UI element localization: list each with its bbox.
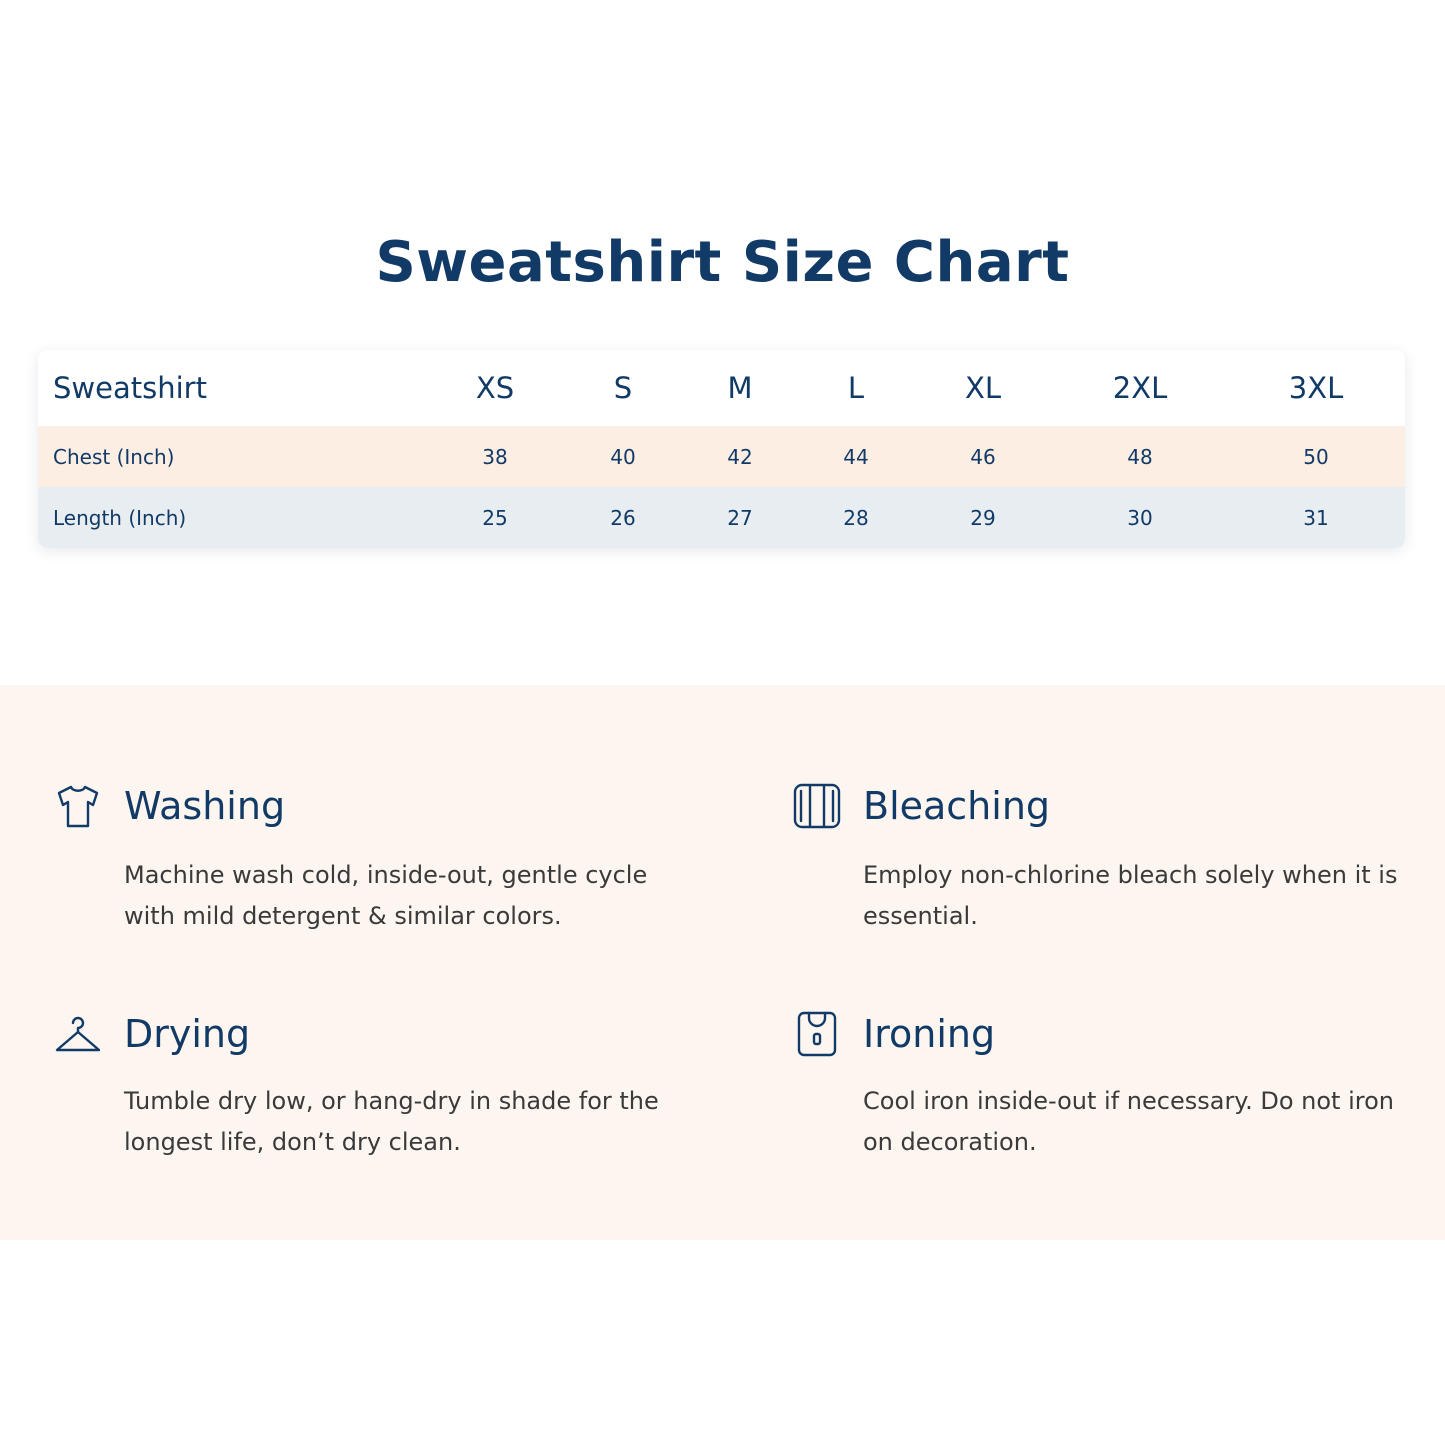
size-header-2xl: 2XL <box>1112 371 1168 405</box>
size-header-3xl: 3XL <box>1288 371 1344 405</box>
row-label-chest: Chest (Inch) <box>53 444 175 469</box>
table-row <box>38 487 1405 548</box>
table-cell: 30 <box>1127 505 1153 530</box>
size-header-m: M <box>727 371 753 405</box>
table-cell: 29 <box>970 505 996 530</box>
care-text-ironing: Cool iron inside-out if necessary. Do not iron on decoration. <box>863 1087 1394 1156</box>
table-row <box>38 426 1405 487</box>
hanger-icon <box>54 1010 102 1058</box>
size-header-xs: XS <box>475 371 515 405</box>
table-cell: 48 <box>1127 444 1153 469</box>
size-header-s: S <box>613 371 633 405</box>
iron-icon <box>793 1010 841 1058</box>
bleach-icon <box>793 782 841 830</box>
size-header-xl: XL <box>964 371 1002 405</box>
table-cell: 27 <box>727 505 753 530</box>
table-cell: 28 <box>843 505 869 530</box>
table-cell: 44 <box>843 444 869 469</box>
page-title: Sweatshirt Size Chart <box>375 230 1070 295</box>
care-title-drying: Drying <box>124 1012 251 1056</box>
table-cell: 50 <box>1303 444 1329 469</box>
header-label: Sweatshirt <box>53 371 207 405</box>
size-chart-table <box>38 350 1405 548</box>
tshirt-icon <box>54 782 102 830</box>
table-header-row <box>38 350 1405 426</box>
table-cell: 31 <box>1303 505 1329 530</box>
care-title-bleaching: Bleaching <box>863 784 1051 828</box>
care-text-drying: Tumble dry low, or hang-dry in shade for the longest life, don’t dry clean. <box>124 1087 659 1156</box>
row-label-length: Length (Inch) <box>53 505 187 530</box>
care-title-washing: Washing <box>124 784 286 828</box>
table-cell: 25 <box>482 505 508 530</box>
care-instructions <box>0 685 1445 1240</box>
care-title-ironing: Ironing <box>863 1012 996 1056</box>
table-cell: 38 <box>482 444 508 469</box>
table-cell: 42 <box>727 444 753 469</box>
care-text-washing: Machine wash cold, inside-out, gentle cycle with mild detergent & similar colors. <box>124 861 648 930</box>
care-text-bleaching: Employ non-chlorine bleach solely when it is essential. <box>863 861 1398 930</box>
size-header-l: L <box>847 371 865 405</box>
table-cell: 40 <box>610 444 636 469</box>
table-cell: 46 <box>970 444 996 469</box>
table-cell: 26 <box>610 505 636 530</box>
